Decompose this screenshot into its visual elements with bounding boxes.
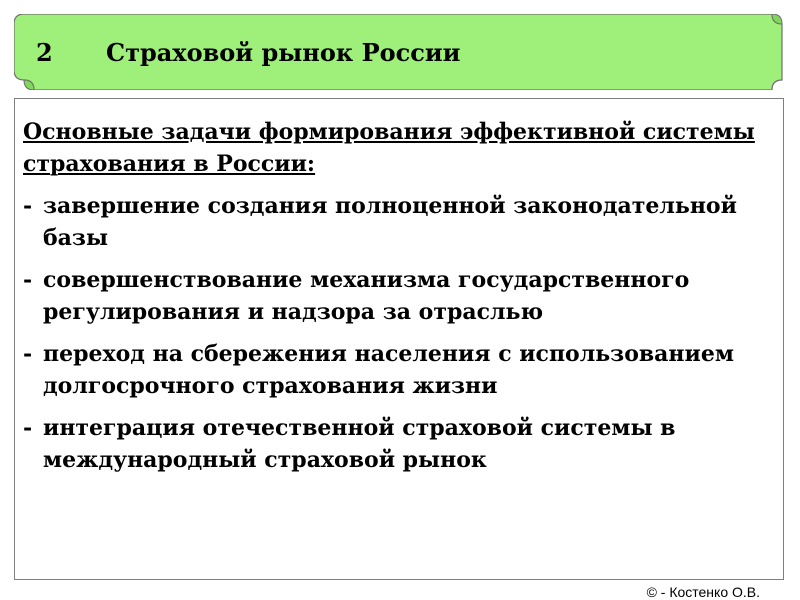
list-item-text: совершенствование механизма государственного регулирования и надзора за отраслью [43, 267, 690, 325]
content-body [23, 117, 775, 487]
list-dash: - [23, 415, 33, 441]
list-item [23, 191, 775, 254]
slide-number: 2 [36, 38, 53, 67]
list-item-text: интеграция отечественной страховой системы в международный страховой рынок [43, 415, 676, 473]
list-item [23, 413, 775, 476]
list-dash: - [23, 341, 33, 367]
list-item [23, 339, 775, 402]
slide-title: Страховой рынок России [106, 38, 461, 67]
list-dash: - [23, 193, 33, 219]
content-panel [14, 98, 784, 580]
list-dash: - [23, 267, 33, 293]
title-banner [14, 14, 792, 90]
content-heading: Основные задачи формирования эффективной системы страхования в России: [23, 119, 755, 177]
list-item-text: завершение создания полноценной законодательной базы [43, 193, 737, 251]
copyright-footer: © - Костенко О.В. [646, 584, 760, 600]
list-item-text: переход на сбережения населения с использованием долгосрочного страхования жизни [43, 341, 734, 399]
list-item [23, 265, 775, 328]
